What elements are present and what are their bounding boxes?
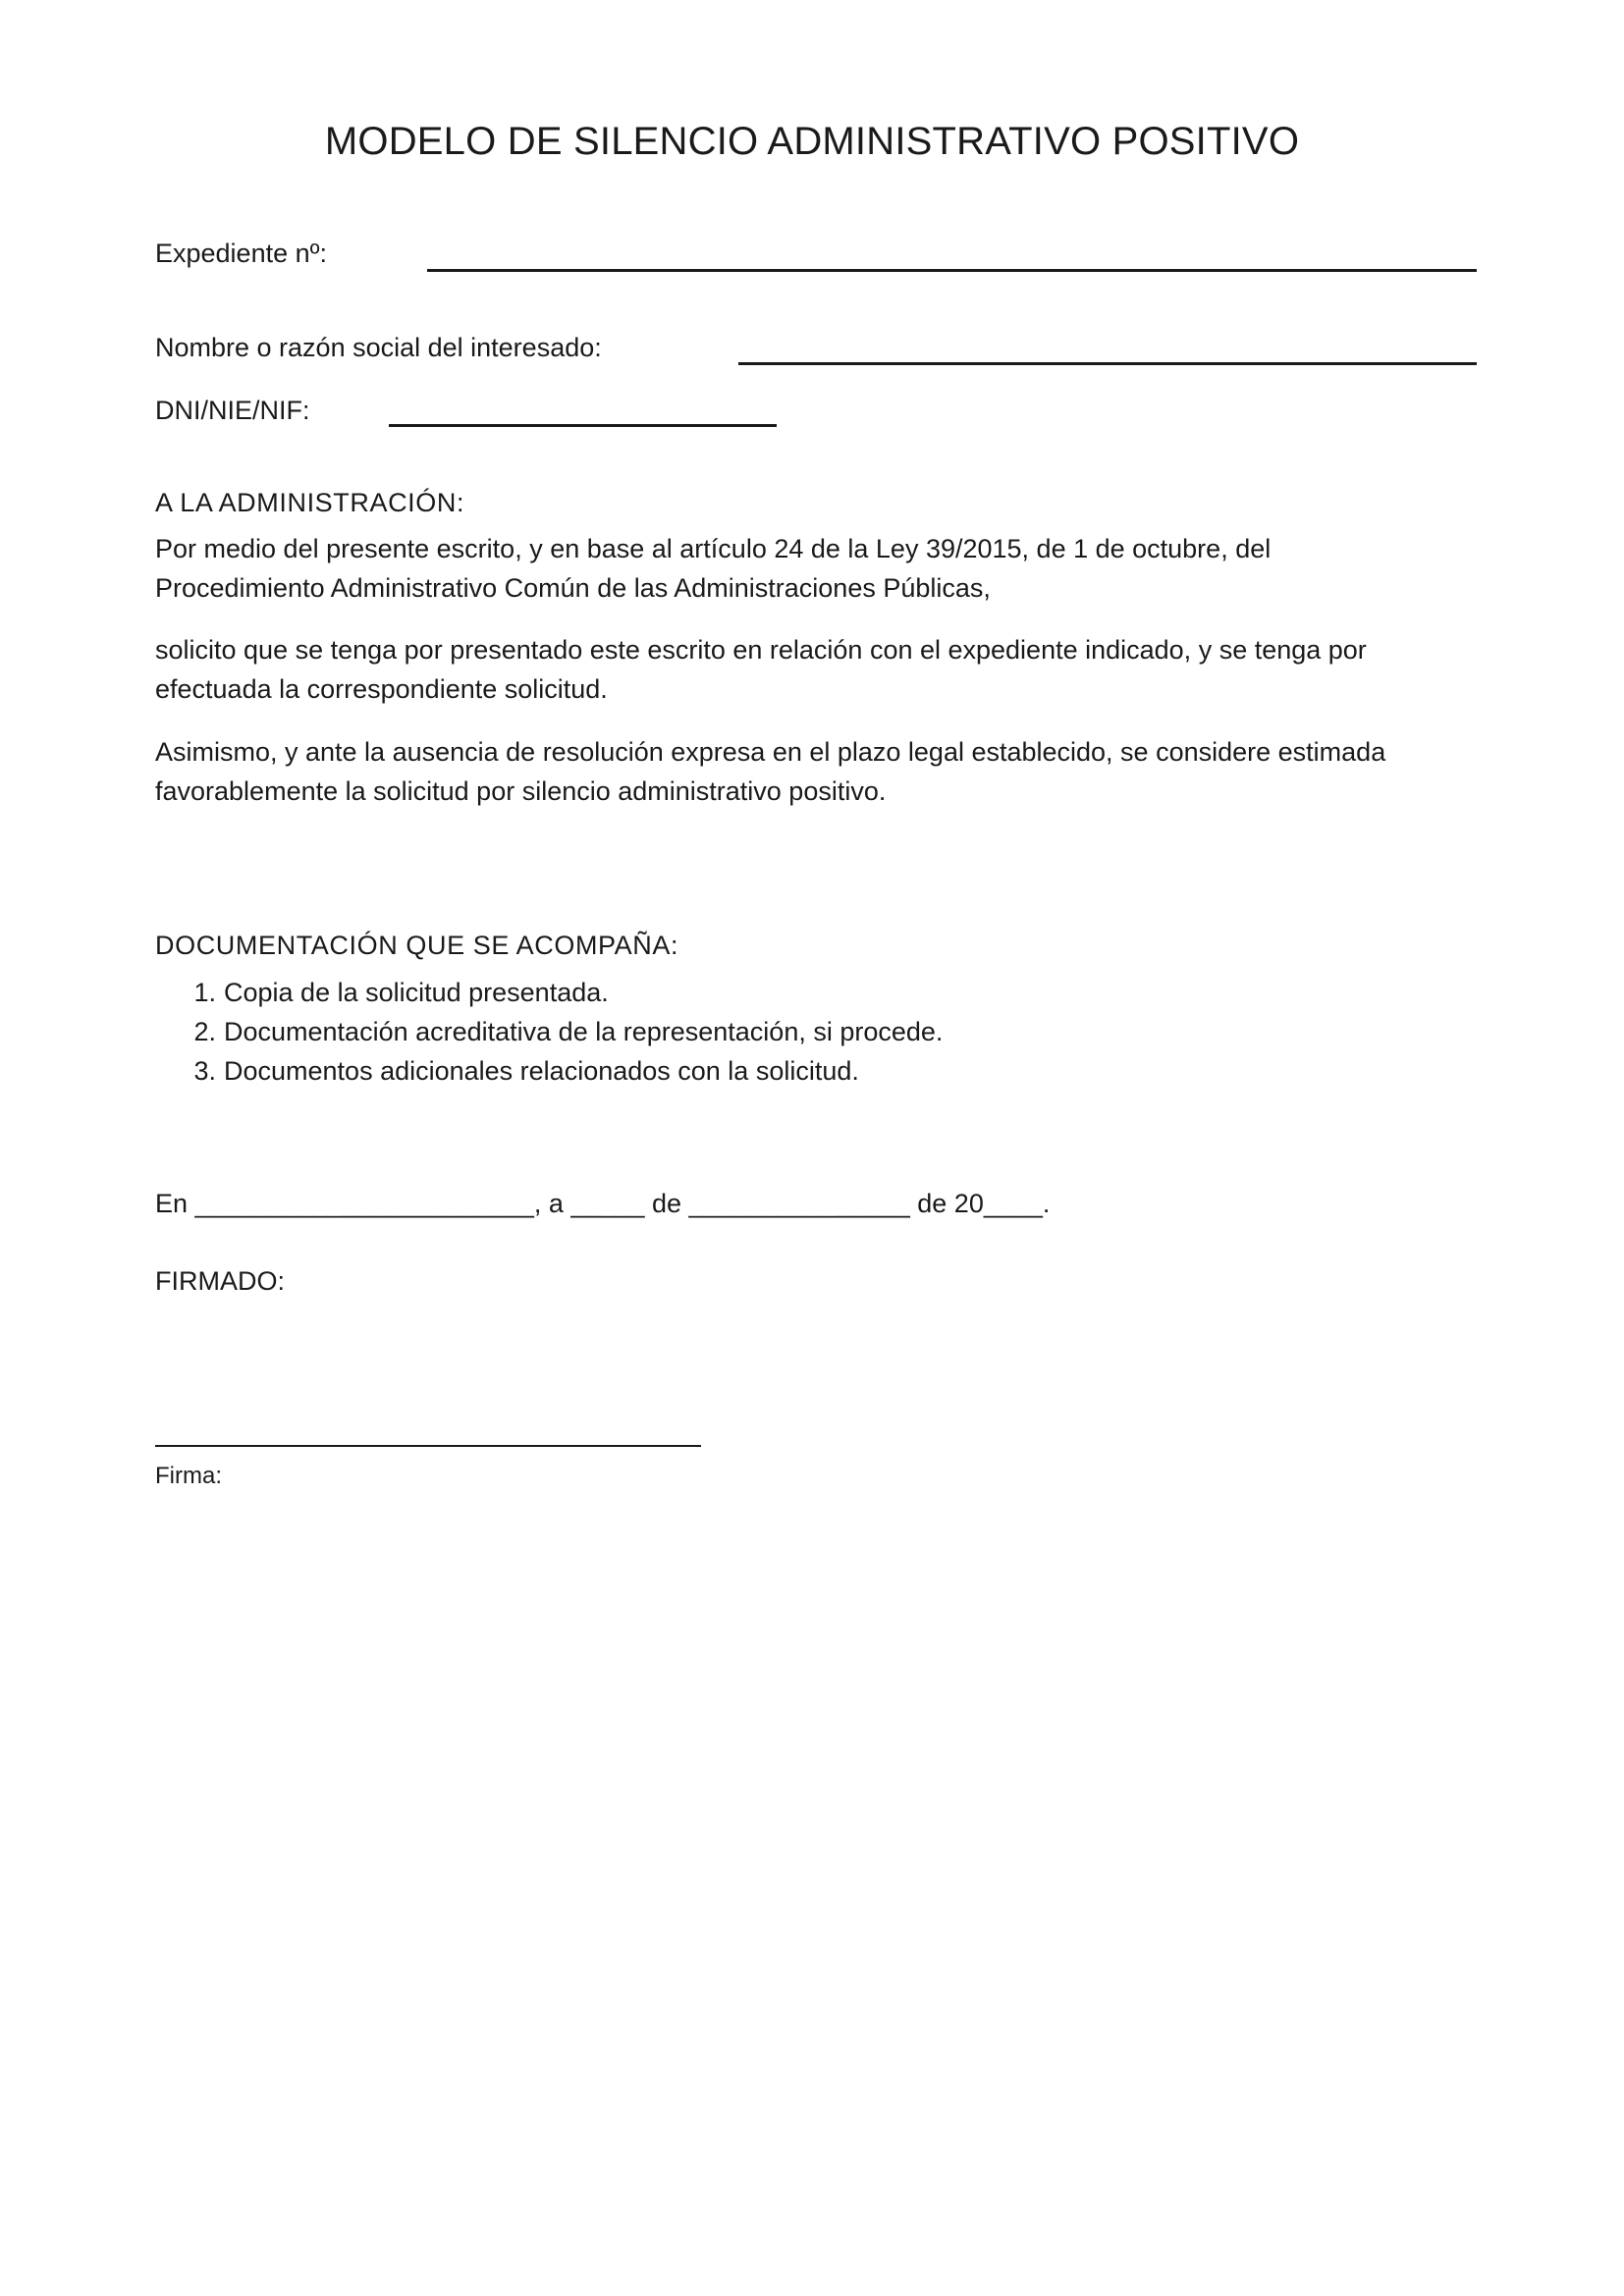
addressee-heading: A LA ADMINISTRACIÓN:	[155, 488, 465, 517]
signature-line	[155, 1445, 701, 1447]
attachments-heading: DOCUMENTACIÓN QUE SE ACOMPAÑA:	[155, 931, 679, 960]
paragraph-request	[155, 630, 1481, 709]
dni-label: DNI/NIE/NIF:	[155, 396, 310, 425]
expediente-label: Expediente nº:	[155, 239, 327, 268]
place-date-line: En _______________________, a _____ de _______________ de 20____.	[155, 1189, 1051, 1218]
paragraph-intro	[155, 529, 1481, 608]
list-item	[155, 1051, 943, 1091]
list-item-number: 1.	[193, 978, 216, 1007]
list-item-text: Documentación acreditativa de la representación, si procede.	[224, 1017, 944, 1046]
list-item-number: 2.	[193, 1017, 216, 1046]
attachments-list	[155, 973, 943, 1091]
list-item	[155, 1012, 943, 1051]
list-item-text: Copia de la solicitud presentada.	[224, 978, 609, 1007]
list-item-text: Documentos adicionales relacionados con la solicitud.	[224, 1056, 859, 1086]
paragraph-line: efectuada la correspondiente solicitud.	[155, 674, 608, 704]
list-item-number: 3.	[193, 1056, 216, 1086]
paragraph-silence	[155, 732, 1481, 811]
signature-label: Firma:	[155, 1463, 222, 1489]
paragraph-line: Asimismo, y ante la ausencia de resolución expresa en el plazo legal establecido, se considere estimada	[155, 737, 1386, 767]
signed-label: FIRMADO:	[155, 1266, 285, 1296]
expediente-fill-line	[427, 269, 1477, 272]
document-title: MODELO DE SILENCIO ADMINISTRATIVO POSITIVO	[324, 120, 1300, 163]
paragraph-line: Procedimiento Administrativo Común de las Administraciones Públicas,	[155, 573, 991, 603]
paragraph-line: Por medio del presente escrito, y en base al artículo 24 de la Ley 39/2015, de 1 de octubre, del	[155, 534, 1272, 563]
nombre-fill-line	[738, 362, 1477, 365]
paragraph-line: favorablemente la solicitud por silencio administrativo positivo.	[155, 776, 887, 806]
paragraph-line: solicito que se tenga por presentado este escrito en relación con el expediente indicado, y se tenga por	[155, 635, 1367, 665]
list-item	[155, 973, 943, 1012]
nombre-label: Nombre o razón social del interesado:	[155, 333, 602, 362]
dni-fill-line	[389, 424, 777, 427]
